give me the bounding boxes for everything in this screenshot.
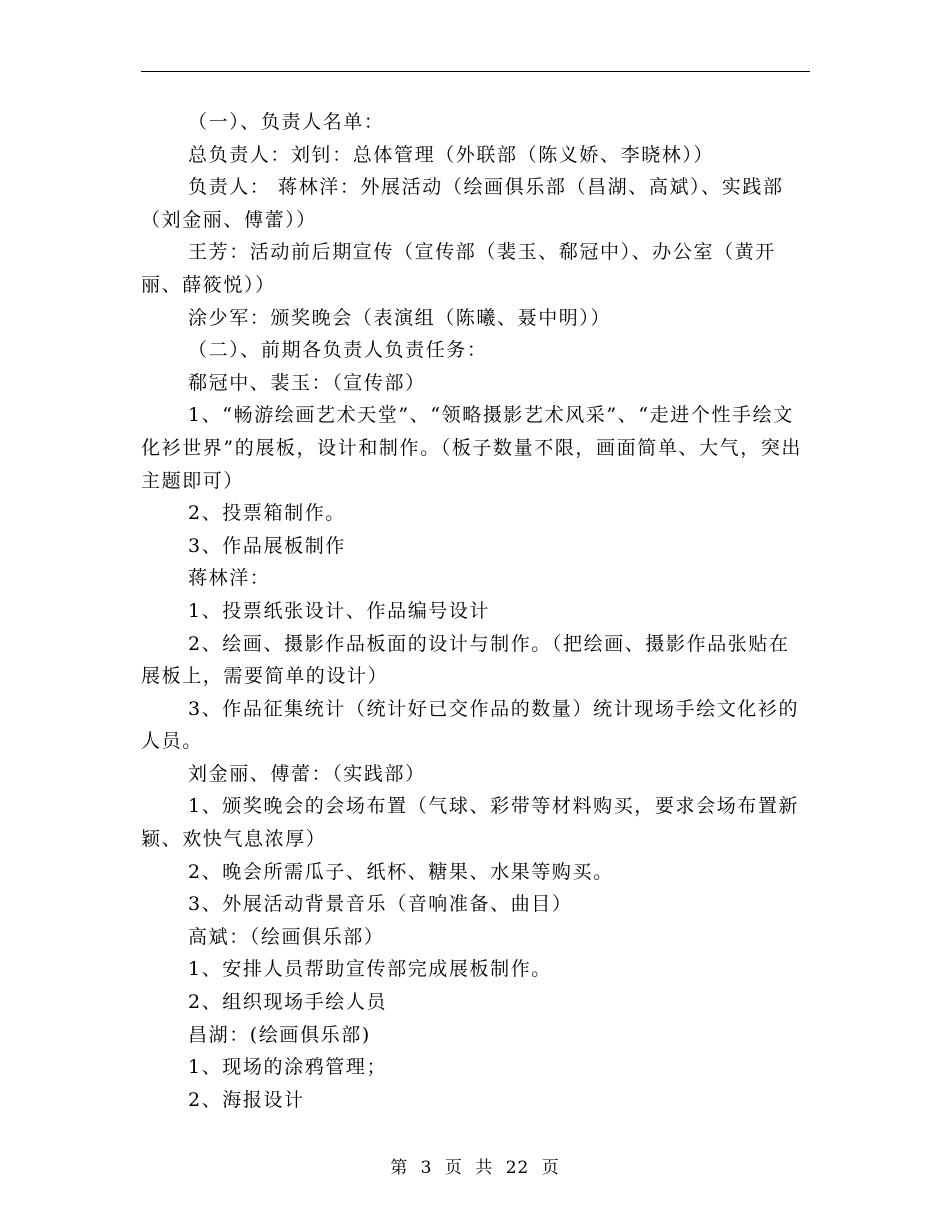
paragraph: 高斌：（绘画俱乐部） [188,925,385,948]
paragraph: 涂少军：颁奖晚会（表演组（陈曦、聂中明）） [188,306,612,329]
page-number: 第 3 页 共 22 页 [390,1158,560,1178]
paragraph: 3、作品展板制作 [188,534,346,557]
paragraph: 昌湖：(绘画俱乐部) [188,1023,371,1046]
paragraph: 2、绘画、摄影作品板面的设计与制作。（把绘画、摄影作品张贴在展板上，需要简单的设计） [141,632,790,688]
paragraph: 1、“畅游绘画艺术天堂”、“领略摄影艺术风采”、“走进个性手绘文化衫世界”的展板，设计和制作。（板子数量不限，画面简单、大气，突出主题即可） [141,404,803,492]
paragraph: 王芳：活动前后期宣传（宣传部（裴玉、郗冠中）、办公室（黄开丽、薛筱悦）） [141,241,776,296]
paragraph: 2、海报设计 [188,1088,305,1111]
paragraph: 1、投票纸张设计、作品编号设计 [188,599,491,622]
paragraph: 总负责人：刘钊：总体管理（外联部（陈义娇、李晓林）） [188,143,715,166]
header-rule [141,71,810,72]
paragraph: 3、作品征集统计（统计好已交作品的数量）统计现场手绘文化衫的人员。 [141,697,800,753]
section-heading-2: （二）、前期各负责人负责任务： [188,339,488,362]
paragraph: 2、晚会所需瓜子、纸杯、糖果、水果等购买。 [188,860,614,883]
document-body [141,106,810,1116]
paragraph: 郗冠中、裴玉：（宣传部） [188,371,426,394]
paragraph: 负责人： 蒋林洋：外展活动（绘画俱乐部（昌湖、高斌）、实践部（刘金丽、傅蕾）） [141,176,784,231]
paragraph: 蒋林洋： [188,567,271,590]
paragraph: 刘金丽、傅蕾：（实践部） [188,762,426,785]
paragraph: 1、颁奖晚会的会场布置（气球、彩带等材料购买，要求会场布置新颖、欢快气息浓厚） [141,795,800,851]
paragraph: 3、外展活动背景音乐（音响准备、曲目） [188,893,573,916]
paragraph: 2、组织现场手绘人员 [188,991,388,1014]
paragraph: 1、现场的涂鸦管理； [188,1056,388,1079]
paragraph: 2、投票箱制作。 [188,502,346,525]
paragraph: 1、安排人员帮助宣传部完成展板制作。 [188,958,552,981]
section-heading-1: （一）、负责人名单： [188,111,385,133]
